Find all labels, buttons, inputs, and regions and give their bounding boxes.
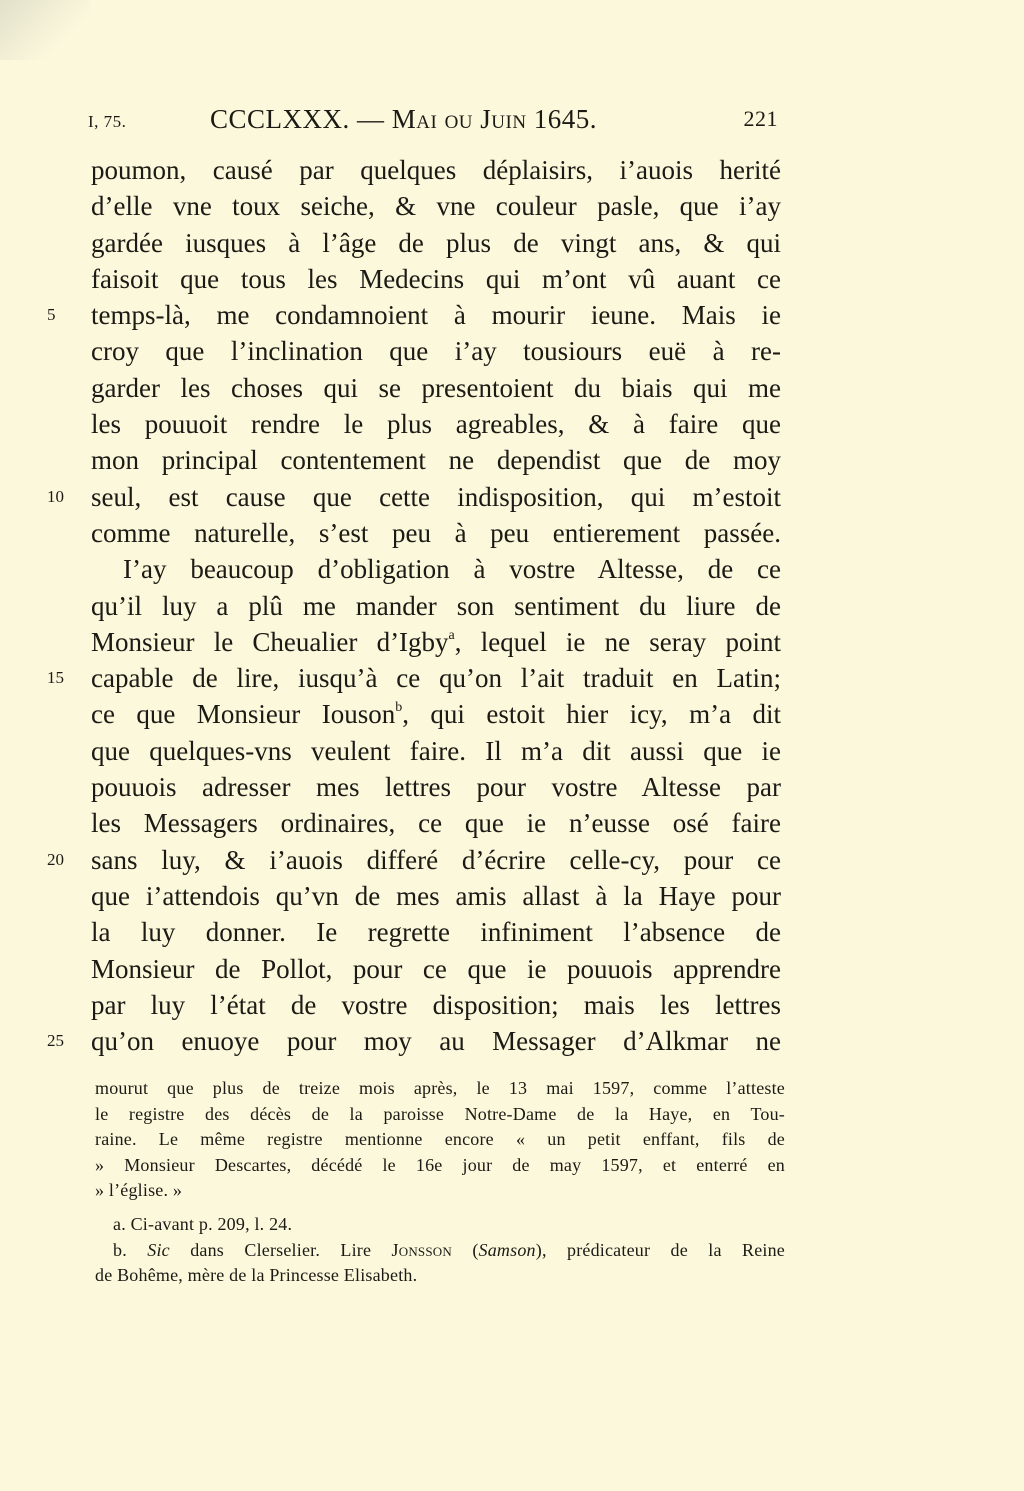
body-line-text: sans luy, & i’auois differé d’écrire celle-cy, pour ce [91, 844, 781, 875]
body-line-text: ce que Monsieur Iouson [91, 699, 396, 730]
body-line: Monsieur de Pollot, pour ce que ie pouuois apprendre [91, 953, 781, 984]
line-number: 15 [47, 668, 64, 688]
running-head [88, 104, 778, 138]
body-line-text: Monsieur le Cheualier d’Igby [91, 626, 449, 657]
letter-year: 1645. [533, 104, 598, 134]
footnote-a: a. Ci-avant p. 209, l. 24. [113, 1213, 293, 1234]
line-number: 20 [47, 849, 64, 869]
footnote-b [95, 1238, 785, 1264]
footnote-b-sic: Sic [147, 1239, 170, 1260]
footnote-b-label: b. [113, 1239, 127, 1260]
line-number: 10 [47, 486, 64, 506]
body-line: gardée iusques à l’âge de plus de vingt ans, & qui [91, 227, 781, 258]
body-line: que i’attendois qu’vn de mes amis allast à la Haye pour [91, 880, 781, 911]
letter-number: CCCLXXX. [210, 104, 350, 134]
volume-reference: I, 75. [88, 112, 127, 131]
body-line-text: , qui estoit hier icy, m’a dit [402, 699, 781, 730]
body-line-text: capable de lire, iusqu’à ce qu’on l’ait traduit en Latin; [91, 663, 781, 694]
body-line [47, 1023, 781, 1059]
title-dash: — [357, 104, 385, 134]
body-line: croy que l’inclination que i’ay tousiours euë à re- [91, 336, 781, 367]
body-line [47, 479, 781, 515]
body-line [91, 696, 781, 732]
body-line [47, 660, 781, 696]
footnote-mark-a: a [448, 627, 455, 643]
body-line-text: temps-là, me condamnoient à mourir ieune. Mais ie [91, 300, 781, 331]
body-line: les Messagers ordinaires, ce que ie n’eusse osé faire [91, 808, 781, 839]
body-line [91, 624, 781, 660]
footnote-continuation-line: le registre des décès de la paroisse Notre-Dame de la Haye, en Tou- [95, 1103, 785, 1124]
footnote-continuation-line: » l’église. » [95, 1180, 183, 1201]
footnotes [95, 1076, 785, 1289]
footnote-continuation-line: » Monsieur Descartes, décédé le 16e jour de may 1597, et enterré en [95, 1154, 785, 1175]
body-line: les pouuoit rendre le plus agreables, & à faire que [91, 409, 781, 440]
footnote-continuation-line: mourut que plus de treize mois après, le 13 mai 1597, comme l’atteste [95, 1078, 785, 1098]
body-line: garder les choses qui se presentoient du biais qui me [91, 372, 781, 403]
body-line: mon principal contentement ne dependist que de moy [91, 445, 781, 476]
body-line: pouuois adresser mes lettres pour vostre Altesse par [91, 772, 781, 803]
footnote-b-text: dans Clerselier. Lire [190, 1239, 372, 1260]
body-line-text: qu’on enuoye pour moy au Messager d’Alkmar ne [91, 1026, 781, 1057]
body-line: qu’il luy a plû me mander son sentiment du liure de [91, 590, 781, 621]
footnote-b-text: (Samson), prédicateur de la Reine [472, 1239, 785, 1260]
body-line-text: seul, est cause que cette indisposition, qui m’estoit [91, 481, 781, 512]
body-line: poumon, causé par quelques déplaisirs, i’auois herité [91, 155, 781, 185]
body-line: que quelques-vns veulent faire. Il m’a dit aussi que ie [91, 735, 781, 766]
body-line: I’ay beaucoup d’obligation à vostre Altesse, de ce [123, 554, 781, 585]
body-line: d’elle vne toux seiche, & vne couleur pasle, que i’ay [91, 191, 781, 222]
body-line: la luy donner. Ie regrette infiniment l’absence de [91, 917, 781, 948]
page-number: 221 [743, 106, 778, 131]
footnote-b-line-2: de Bohême, mère de la Princesse Elisabeth. [95, 1265, 418, 1286]
body-line-text: , lequel ie ne seray point [454, 626, 781, 657]
footnote-continuation-line: raine. Le même registre mentionne encore « un petit enffant, fils de [95, 1129, 785, 1150]
line-number: 25 [47, 1031, 64, 1051]
footnote-mark-b: b [395, 700, 403, 716]
footnote-b-name: Jonsson [391, 1239, 452, 1260]
page-corner-shadow [0, 0, 90, 60]
body-line [47, 842, 781, 878]
body-line [47, 297, 781, 333]
body-line: comme naturelle, s’est peu à peu entierement passée. [91, 517, 781, 548]
body-line: faisoit que tous les Medecins qui m’ont vû auant ce [91, 263, 781, 294]
letter-body [47, 152, 781, 1059]
letter-date: Mai ou Juin [391, 104, 527, 134]
line-number: 5 [47, 305, 56, 325]
body-line: par luy l’état de vostre disposition; mais les lettres [91, 989, 781, 1020]
running-title [210, 104, 597, 135]
